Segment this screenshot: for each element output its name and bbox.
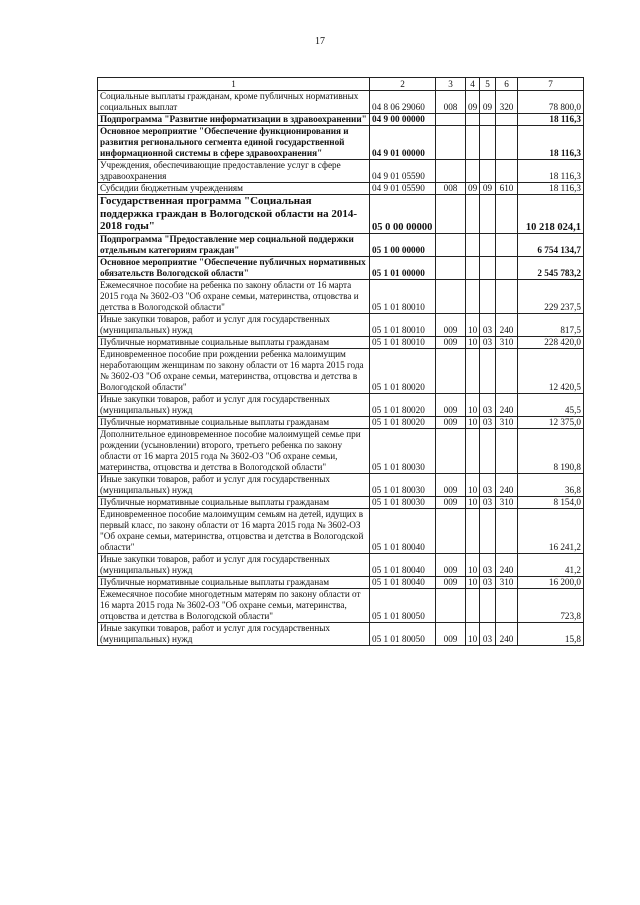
department-code-cell: 009: [436, 416, 466, 428]
amount-cell: 15,8: [518, 622, 584, 645]
expense-type-cell: 310: [496, 496, 518, 508]
table-row: [98, 313, 584, 336]
table-row: [98, 233, 584, 256]
section-code-cell: [466, 279, 480, 313]
section-code-cell: [466, 428, 480, 473]
target-article-cell: 05 1 01 80050: [370, 622, 436, 645]
target-article-cell: 05 1 01 80040: [370, 553, 436, 576]
expense-type-cell: 240: [496, 473, 518, 496]
section-code-cell: [466, 126, 480, 160]
department-code-cell: [436, 195, 466, 234]
expense-type-cell: 240: [496, 553, 518, 576]
table-row: [98, 279, 584, 313]
subsection-code-cell: [480, 428, 496, 473]
subsection-code-cell: [480, 588, 496, 622]
amount-cell: 2 545 783,2: [518, 256, 584, 279]
table-row: [98, 576, 584, 588]
department-code-cell: 009: [436, 496, 466, 508]
section-code-cell: [466, 233, 480, 256]
amount-cell: 8 190,8: [518, 428, 584, 473]
header-row: [98, 78, 584, 91]
expense-type-cell: [496, 348, 518, 393]
column-header: 5: [480, 78, 496, 91]
table-row: [98, 553, 584, 576]
row-name-cell: Ежемесячное пособие многодетным матерям по закону области от 16 марта 2015 года № 3602-ОЗ "Об охране семьи, материнства, отцовства и детства в Вологодской области": [98, 588, 370, 622]
table-row: [98, 508, 584, 553]
section-code-cell: 10: [466, 313, 480, 336]
row-name-cell: Публичные нормативные социальные выплаты гражданам: [98, 336, 370, 348]
department-code-cell: 009: [436, 393, 466, 416]
subsection-code-cell: 03: [480, 416, 496, 428]
amount-cell: 18 116,3: [518, 183, 584, 195]
expense-type-cell: [496, 256, 518, 279]
subsection-code-cell: [480, 233, 496, 256]
target-article-cell: 05 1 01 80020: [370, 348, 436, 393]
row-name-cell: Социальные выплаты гражданам, кроме публичных нормативных социальных выплат: [98, 91, 370, 114]
expense-type-cell: [496, 279, 518, 313]
row-name-cell: Ежемесячное пособие на ребенка по закону области от 16 марта 2015 года № 3602-ОЗ "Об охране семьи, материнства, отцовства и детства в Вологодской области": [98, 279, 370, 313]
subsection-code-cell: 03: [480, 336, 496, 348]
expense-type-cell: [496, 428, 518, 473]
department-code-cell: 009: [436, 313, 466, 336]
subsection-code-cell: 03: [480, 313, 496, 336]
expense-type-cell: [496, 160, 518, 183]
department-code-cell: 008: [436, 91, 466, 114]
table-row: [98, 416, 584, 428]
section-code-cell: 10: [466, 473, 480, 496]
amount-cell: 817,5: [518, 313, 584, 336]
expense-type-cell: [496, 195, 518, 234]
amount-cell: 228 420,0: [518, 336, 584, 348]
budget-table: [97, 77, 584, 646]
section-code-cell: [466, 195, 480, 234]
target-article-cell: 05 1 01 80020: [370, 416, 436, 428]
column-header: 4: [466, 78, 480, 91]
target-article-cell: 05 1 01 80030: [370, 428, 436, 473]
section-code-cell: [466, 114, 480, 126]
expense-type-cell: 310: [496, 576, 518, 588]
row-name-cell: Иные закупки товаров, работ и услуг для государственных (муниципальных) нужд: [98, 622, 370, 645]
expense-type-cell: 310: [496, 336, 518, 348]
section-code-cell: 10: [466, 553, 480, 576]
amount-cell: 229 237,5: [518, 279, 584, 313]
subsection-code-cell: [480, 126, 496, 160]
department-code-cell: [436, 160, 466, 183]
subsection-code-cell: [480, 114, 496, 126]
amount-cell: 6 754 134,7: [518, 233, 584, 256]
section-code-cell: 09: [466, 183, 480, 195]
department-code-cell: [436, 233, 466, 256]
row-name-cell: Государственная программа "Социальная поддержка граждан в Вологодской области на 2014-2018 годы": [98, 195, 370, 234]
department-code-cell: [436, 279, 466, 313]
target-article-cell: 05 1 01 80010: [370, 279, 436, 313]
amount-cell: 36,8: [518, 473, 584, 496]
section-code-cell: [466, 348, 480, 393]
table-row: [98, 183, 584, 195]
subsection-code-cell: [480, 195, 496, 234]
table-row: [98, 160, 584, 183]
page-number: 17: [315, 36, 325, 47]
department-code-cell: 009: [436, 553, 466, 576]
table-row: [98, 473, 584, 496]
row-name-cell: Учреждения, обеспечивающие предоставление услуг в сфере здравоохранения: [98, 160, 370, 183]
expense-type-cell: 240: [496, 393, 518, 416]
department-code-cell: 008: [436, 183, 466, 195]
department-code-cell: [436, 126, 466, 160]
amount-cell: 723,8: [518, 588, 584, 622]
row-name-cell: Публичные нормативные социальные выплаты гражданам: [98, 416, 370, 428]
section-code-cell: 10: [466, 496, 480, 508]
expense-type-cell: 240: [496, 313, 518, 336]
section-code-cell: 09: [466, 91, 480, 114]
target-article-cell: 05 1 00 00000: [370, 233, 436, 256]
expense-type-cell: [496, 126, 518, 160]
table-row: [98, 114, 584, 126]
section-code-cell: 10: [466, 416, 480, 428]
target-article-cell: 05 1 01 80020: [370, 393, 436, 416]
table-row: [98, 348, 584, 393]
target-article-cell: 05 0 00 00000: [370, 195, 436, 234]
department-code-cell: [436, 508, 466, 553]
section-code-cell: [466, 588, 480, 622]
table-row: [98, 336, 584, 348]
subsection-code-cell: 03: [480, 576, 496, 588]
expense-type-cell: [496, 508, 518, 553]
row-name-cell: Иные закупки товаров, работ и услуг для государственных (муниципальных) нужд: [98, 473, 370, 496]
column-header: 2: [370, 78, 436, 91]
subsection-code-cell: 03: [480, 473, 496, 496]
subsection-code-cell: [480, 348, 496, 393]
row-name-cell: Основное мероприятие "Обеспечение публичных нормативных обязательств Вологодской области": [98, 256, 370, 279]
expense-type-cell: 610: [496, 183, 518, 195]
expense-type-cell: [496, 588, 518, 622]
table-row: [98, 195, 584, 234]
expense-type-cell: [496, 114, 518, 126]
amount-cell: 10 218 024,1: [518, 195, 584, 234]
row-name-cell: Субсидии бюджетным учреждениям: [98, 183, 370, 195]
target-article-cell: 05 1 01 00000: [370, 256, 436, 279]
target-article-cell: 04 9 01 05590: [370, 160, 436, 183]
expense-type-cell: 240: [496, 622, 518, 645]
amount-cell: 18 116,3: [518, 114, 584, 126]
table-row: [98, 256, 584, 279]
subsection-code-cell: 03: [480, 622, 496, 645]
department-code-cell: [436, 114, 466, 126]
row-name-cell: Подпрограмма "Предоставление мер социальной поддержки отдельным категориям граждан": [98, 233, 370, 256]
department-code-cell: [436, 256, 466, 279]
table-row: [98, 126, 584, 160]
table-row: [98, 393, 584, 416]
column-header: 6: [496, 78, 518, 91]
amount-cell: 16 241,2: [518, 508, 584, 553]
amount-cell: 18 116,3: [518, 160, 584, 183]
section-code-cell: [466, 508, 480, 553]
section-code-cell: [466, 160, 480, 183]
row-name-cell: Подпрограмма "Развитие информатизации в здравоохранении": [98, 114, 370, 126]
amount-cell: 12 375,0: [518, 416, 584, 428]
subsection-code-cell: 09: [480, 91, 496, 114]
table-body: [98, 78, 584, 646]
department-code-cell: 009: [436, 622, 466, 645]
target-article-cell: 05 1 01 80040: [370, 508, 436, 553]
row-name-cell: Иные закупки товаров, работ и услуг для государственных (муниципальных) нужд: [98, 393, 370, 416]
row-name-cell: Публичные нормативные социальные выплаты гражданам: [98, 576, 370, 588]
subsection-code-cell: 03: [480, 393, 496, 416]
row-name-cell: Основное мероприятие "Обеспечение функционирования и развития регионального сегмента единой государственной информационной системы в сфере здравоохранения": [98, 126, 370, 160]
department-code-cell: 009: [436, 576, 466, 588]
section-code-cell: 10: [466, 393, 480, 416]
section-code-cell: [466, 256, 480, 279]
department-code-cell: [436, 348, 466, 393]
expense-type-cell: [496, 233, 518, 256]
amount-cell: 78 800,0: [518, 91, 584, 114]
amount-cell: 12 420,5: [518, 348, 584, 393]
subsection-code-cell: [480, 508, 496, 553]
row-name-cell: Единовременное пособие при рождении ребенка малоимущим неработающим женщинам по закону области от 16 марта 2015 года № 3602-ОЗ "Об охране семьи, материнства, отцовства и детства в Вологодской области": [98, 348, 370, 393]
department-code-cell: [436, 588, 466, 622]
target-article-cell: 04 9 01 00000: [370, 126, 436, 160]
subsection-code-cell: 03: [480, 553, 496, 576]
row-name-cell: Иные закупки товаров, работ и услуг для государственных (муниципальных) нужд: [98, 553, 370, 576]
subsection-code-cell: 03: [480, 496, 496, 508]
target-article-cell: 05 1 01 80010: [370, 313, 436, 336]
table-row: [98, 588, 584, 622]
target-article-cell: 05 1 01 80030: [370, 473, 436, 496]
department-code-cell: [436, 428, 466, 473]
row-name-cell: Иные закупки товаров, работ и услуг для государственных (муниципальных) нужд: [98, 313, 370, 336]
subsection-code-cell: [480, 256, 496, 279]
section-code-cell: 10: [466, 622, 480, 645]
target-article-cell: 05 1 01 80010: [370, 336, 436, 348]
amount-cell: 45,5: [518, 393, 584, 416]
row-name-cell: Публичные нормативные социальные выплаты гражданам: [98, 496, 370, 508]
table-row: [98, 496, 584, 508]
row-name-cell: Единовременное пособие малоимущим семьям на детей, идущих в первый класс, по закону области от 16 марта 2015 года № 3602-ОЗ "Об охране семьи, материнства, отцовства и детства в Вологодской области": [98, 508, 370, 553]
target-article-cell: 04 9 01 05590: [370, 183, 436, 195]
amount-cell: 18 116,3: [518, 126, 584, 160]
target-article-cell: 04 9 00 00000: [370, 114, 436, 126]
table-row: [98, 428, 584, 473]
amount-cell: 8 154,0: [518, 496, 584, 508]
section-code-cell: 10: [466, 576, 480, 588]
department-code-cell: 009: [436, 336, 466, 348]
amount-cell: 41,2: [518, 553, 584, 576]
expense-type-cell: 320: [496, 91, 518, 114]
column-header: 7: [518, 78, 584, 91]
target-article-cell: 05 1 01 80050: [370, 588, 436, 622]
column-header: 1: [98, 78, 370, 91]
section-code-cell: 10: [466, 336, 480, 348]
table-row: [98, 91, 584, 114]
subsection-code-cell: 09: [480, 183, 496, 195]
subsection-code-cell: [480, 160, 496, 183]
column-header: 3: [436, 78, 466, 91]
target-article-cell: 05 1 01 80030: [370, 496, 436, 508]
department-code-cell: 009: [436, 473, 466, 496]
expense-type-cell: 310: [496, 416, 518, 428]
target-article-cell: 04 8 06 29060: [370, 91, 436, 114]
table-row: [98, 622, 584, 645]
row-name-cell: Дополнительное единовременное пособие малоимущей семье при рождении (усыновлении) второго, третьего ребенка по закону области от 16 марта 2015 года № 3602-ОЗ "Об охране семьи, материнства, отцовства и детства в Вологодской области": [98, 428, 370, 473]
amount-cell: 16 200,0: [518, 576, 584, 588]
target-article-cell: 05 1 01 80040: [370, 576, 436, 588]
subsection-code-cell: [480, 279, 496, 313]
